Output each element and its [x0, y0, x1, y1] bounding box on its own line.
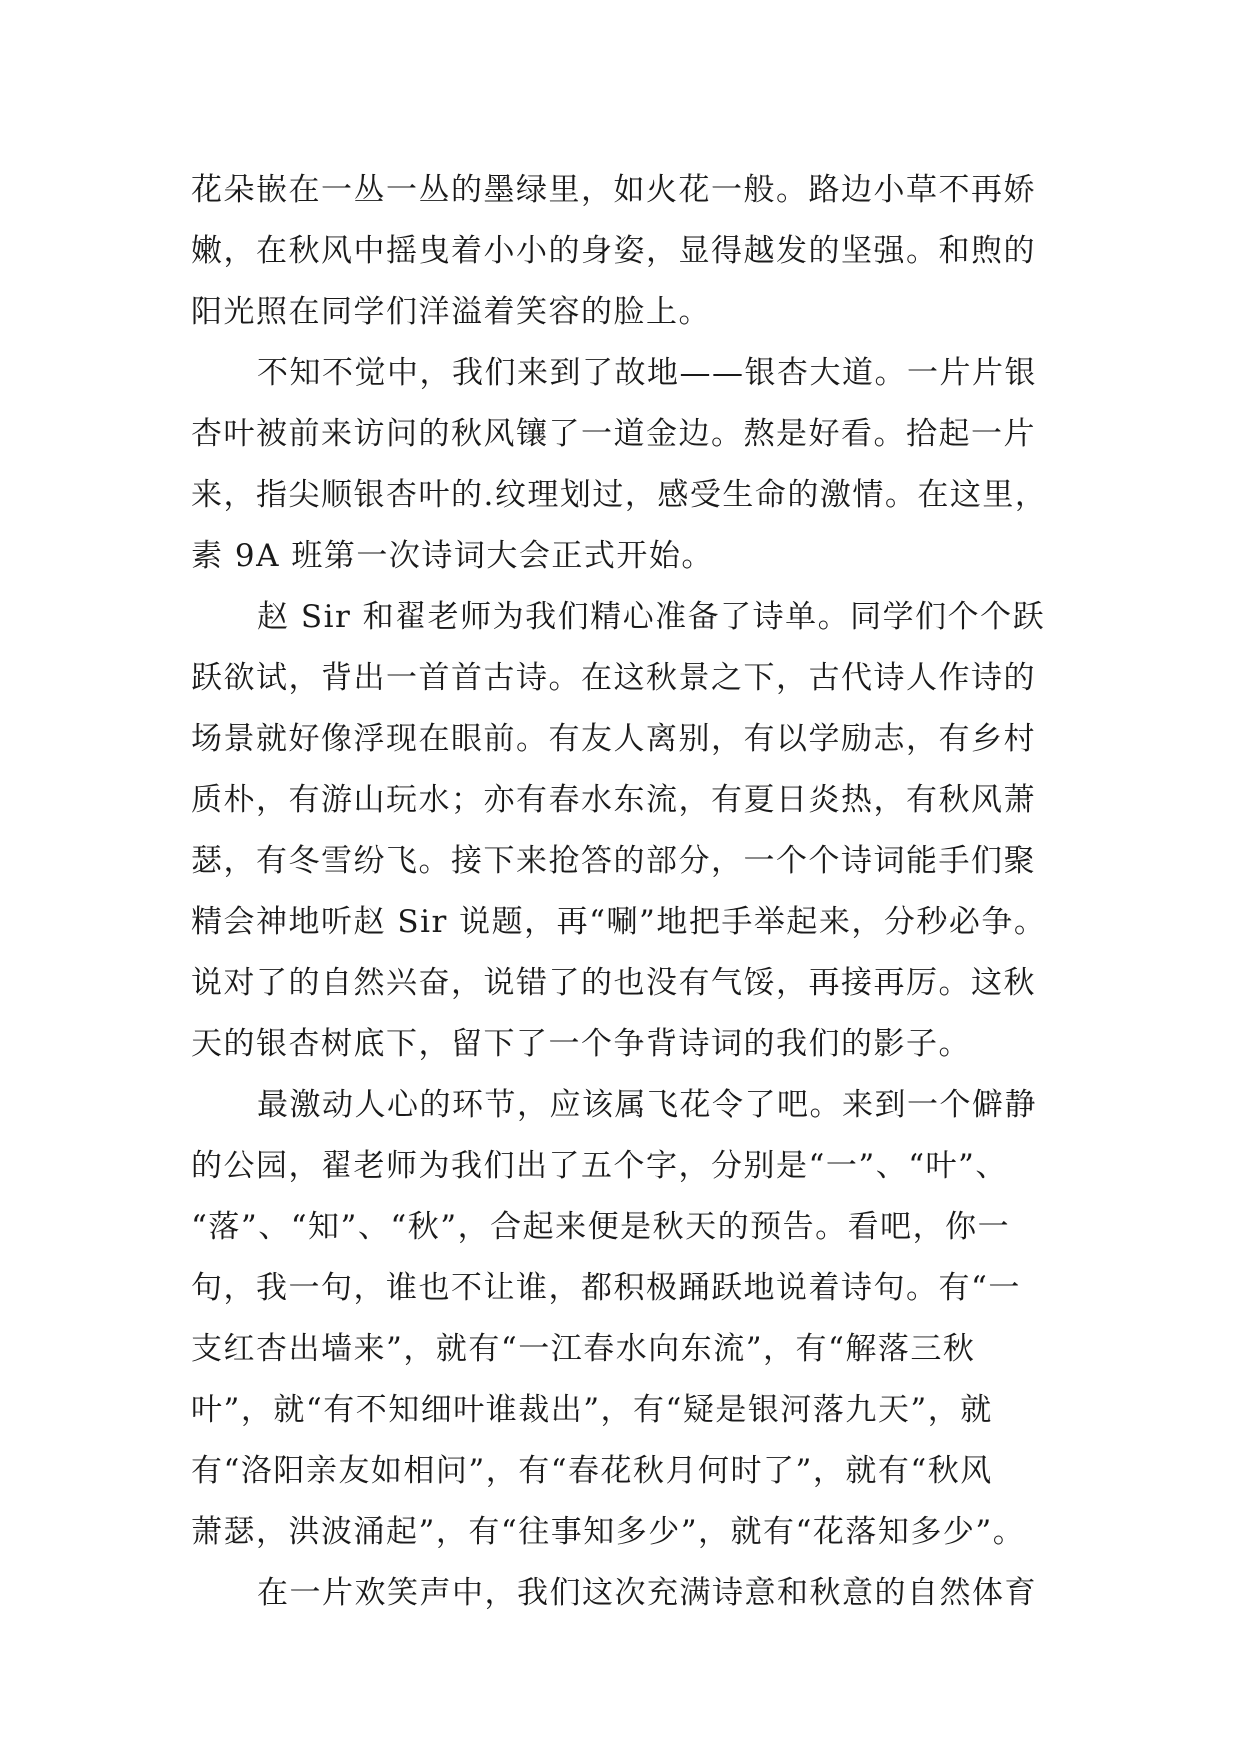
text-line: 天的银杏树底下，留下了一个争背诗词的我们的影子。 — [191, 1026, 971, 1062]
text-line: 有“洛阳亲友如相问”，有“春花秋月何时了”，就有“秋风 — [191, 1453, 993, 1489]
text-line: 说对了的自然兴奋，说错了的也没有气馁，再接再厉。这秋 — [191, 965, 1036, 1001]
text-line: 精会神地听赵 Sir 说题，再“唰”地把手举起来，分秒必争。 — [191, 904, 1047, 940]
paragraph — [191, 160, 1071, 343]
text-line: 杏叶被前来访问的秋风镶了一道金边。熬是好看。拾起一片 — [191, 416, 1036, 452]
text-line: 素 9A 班第一次诗词大会正式开始。 — [191, 538, 714, 574]
text-line: 阳光照在同学们洋溢着笑容的脸上。 — [191, 294, 711, 330]
paragraph — [191, 1563, 1071, 1624]
text-line: 句，我一句，谁也不让谁，都积极踊跃地说着诗句。有“一 — [191, 1270, 1021, 1306]
text-line: “落”、“知”、“秋”，合起来便是秋天的预告。看吧，你一 — [191, 1209, 1011, 1245]
text-line: 嫩，在秋风中摇曳着小小的身姿，显得越发的坚强。和煦的 — [191, 233, 1036, 269]
text-line: 的公园，翟老师为我们出了五个字，分别是“一”、“叶”、 — [191, 1148, 1008, 1184]
text-line: 瑟，有冬雪纷飞。接下来抢答的部分，一个个诗词能手们聚 — [191, 843, 1036, 879]
text-line: 来，指尖顺银杏叶的.纹理划过，感受生命的激情。在这里， — [191, 477, 1048, 513]
paragraph — [191, 343, 1071, 587]
text-line: 赵 Sir 和翟老师为我们精心准备了诗单。同学们个个跃 — [257, 599, 1046, 635]
text-line: 质朴，有游山玩水；亦有春水东流，有夏日炎热，有秋风萧 — [191, 782, 1036, 818]
paragraph — [191, 1075, 1071, 1563]
text-line: 叶”，就“有不知细叶谁裁出”，有“疑是银河落九天”，就 — [191, 1392, 993, 1428]
text-line: 不知不觉中，我们来到了故地——银杏大道。一片片银 — [257, 355, 1037, 391]
text-line: 在一片欢笑声中，我们这次充满诗意和秋意的自然体育 — [257, 1575, 1037, 1611]
text-line: 支红杏出墙来”，就有“一江春水向东流”，有“解落三秋 — [191, 1331, 976, 1367]
document-body — [191, 160, 1071, 1624]
paragraph — [191, 587, 1071, 1075]
text-line: 花朵嵌在一丛一丛的墨绿里，如火花一般。路边小草不再娇 — [191, 172, 1036, 208]
text-line: 跃欲试，背出一首首古诗。在这秋景之下，古代诗人作诗的 — [191, 660, 1036, 696]
text-line: 萧瑟，洪波涌起”，有“往事知多少”，就有“花落知多少”。 — [191, 1514, 1026, 1550]
text-line: 最激动人心的环节，应该属飞花令了吧。来到一个僻静 — [257, 1087, 1037, 1123]
text-line: 场景就好像浮现在眼前。有友人离别，有以学励志，有乡村 — [191, 721, 1036, 757]
